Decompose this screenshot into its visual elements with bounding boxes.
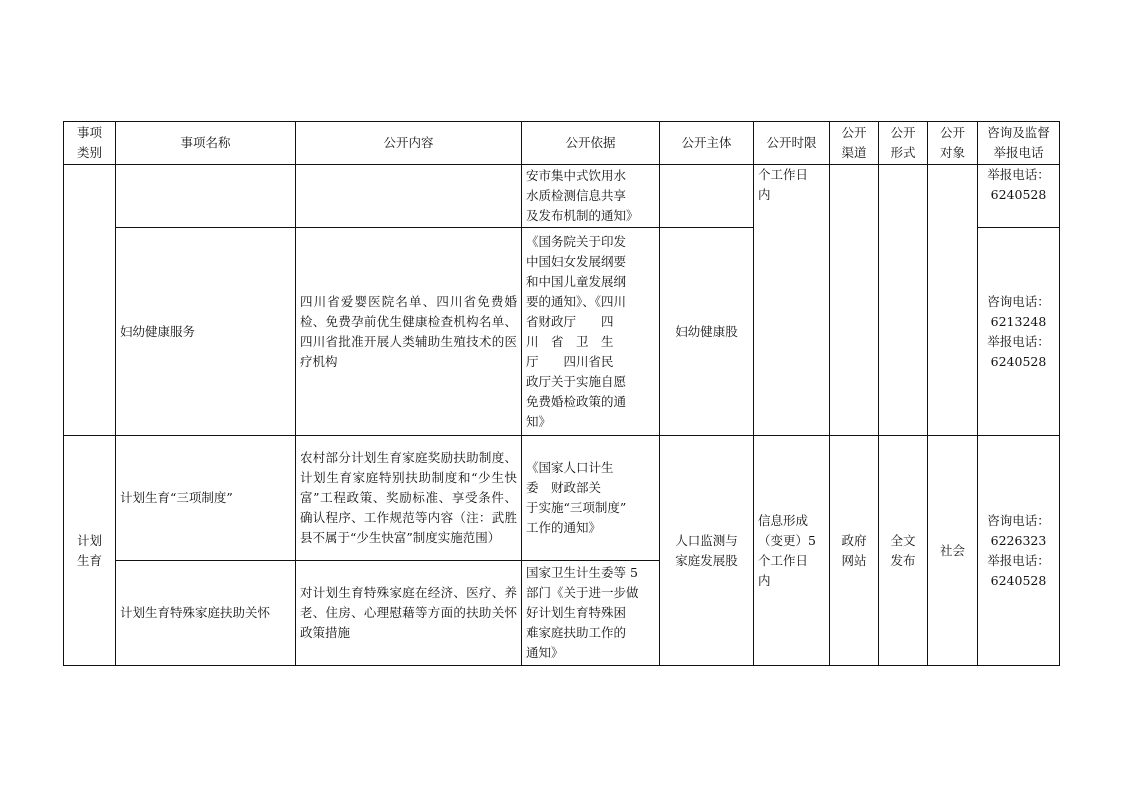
basis-cell: 安市集中式饮用水 水质检测信息共享 及发布机制的通知》	[522, 165, 660, 228]
form-cell: 全文 发布	[879, 436, 928, 666]
header-basis: 公开依据	[522, 122, 660, 165]
header-channel: 公开 渠道	[830, 122, 879, 165]
basis-cell: 《国家人口计生 委 财政部关 于实施“三项制度” 工作的通知》	[522, 436, 660, 561]
category-cell-empty	[64, 165, 116, 436]
contact-cell: 举报电话： 6240528	[978, 165, 1060, 228]
header-content: 公开内容	[296, 122, 522, 165]
contact-cell: 咨询电话： 6226323 举报电话： 6240528	[978, 436, 1060, 666]
table-row	[64, 165, 1060, 228]
target-cell-empty	[928, 165, 978, 436]
item-name-cell	[116, 165, 296, 228]
header-name: 事项名称	[116, 122, 296, 165]
subject-cell: 妇幼健康股	[660, 228, 754, 436]
disclosure-table	[63, 121, 1060, 666]
basis-cell: 《国务院关于印发 中国妇女发展纲要 和中国儿童发展纲 要的通知》、《四川 省财政厅 四 川 省 卫 生 厅 四川省民 政厅关于实施自愿 免费婚检政策的通 知》	[522, 228, 660, 436]
header-subject: 公开主体	[660, 122, 754, 165]
subject-cell	[660, 165, 754, 228]
header-time-limit: 公开时限	[754, 122, 830, 165]
header-form: 公开 形式	[879, 122, 928, 165]
table-row	[64, 436, 1060, 561]
time-limit-cell: 信息形成 （变更）5 个工作日 内	[754, 436, 830, 666]
subject-cell: 人口监测与 家庭发展股	[660, 436, 754, 666]
header-target: 公开 对象	[928, 122, 978, 165]
category-cell: 计划 生育	[64, 436, 116, 666]
header-category: 事项 类别	[64, 122, 116, 165]
channel-cell-empty	[830, 165, 879, 436]
content-cell: 农村部分计划生育家庭奖励扶助制度、计划生育家庭特别扶助制度和“少生快富”工程政策、奖励标准、享受条件、确认程序、工作规范等内容（注：武胜县不属于“少生快富”制度实施范围）	[296, 436, 522, 561]
content-cell: 四川省爱婴医院名单、四川省免费婚检、免费孕前优生健康检查机构名单、四川省批准开展人类辅助生殖技术的医疗机构	[296, 228, 522, 436]
item-name-cell: 妇幼健康服务	[116, 228, 296, 436]
content-cell: 对计划生育特殊家庭在经济、医疗、养老、住房、心理慰藉等方面的扶助关怀政策措施	[296, 561, 522, 666]
channel-cell: 政府 网站	[830, 436, 879, 666]
item-name-cell: 计划生育特殊家庭扶助关怀	[116, 561, 296, 666]
header-contact: 咨询及监督 举报电话	[978, 122, 1060, 165]
time-limit-cell: 个工作日 内	[754, 165, 830, 436]
form-cell-empty	[879, 165, 928, 436]
header-row	[64, 122, 1060, 165]
contact-cell: 咨询电话： 6213248 举报电话： 6240528	[978, 228, 1060, 436]
item-name-cell: 计划生育“三项制度”	[116, 436, 296, 561]
target-cell: 社会	[928, 436, 978, 666]
content-cell	[296, 165, 522, 228]
basis-cell: 国家卫生计生委等 5 部门《关于进一步做 好计划生育特殊困 难家庭扶助工作的 通知》	[522, 561, 660, 666]
